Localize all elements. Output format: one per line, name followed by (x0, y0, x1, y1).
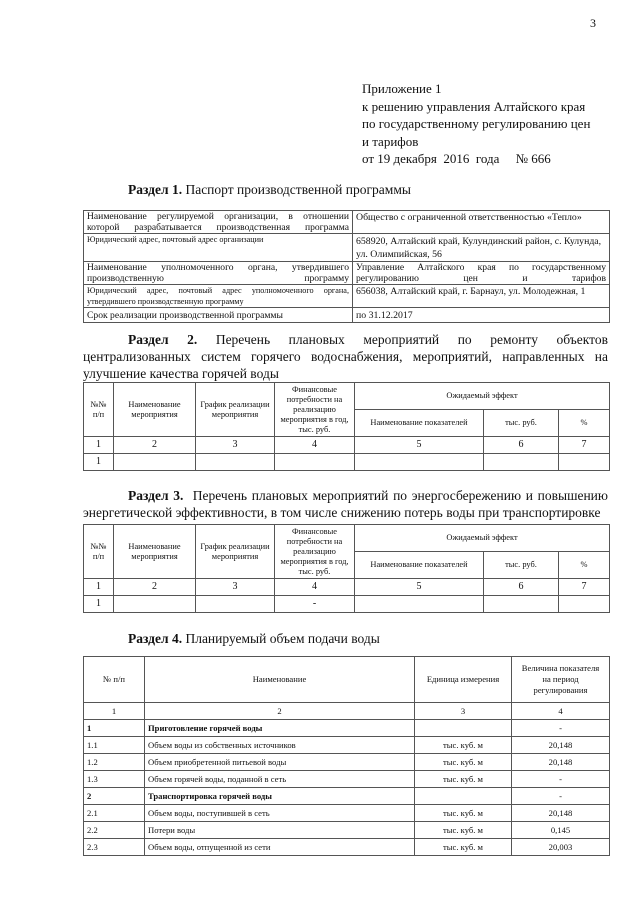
row-unit: тыс. куб. м (415, 822, 512, 839)
row-unit: тыс. куб. м (415, 771, 512, 788)
col-header-name: Наименование (145, 657, 415, 703)
row-unit (415, 720, 512, 737)
col-header-pct: % (559, 410, 610, 437)
section3-heading (83, 487, 612, 521)
table-row (84, 754, 610, 771)
col-number: 1 (84, 703, 145, 720)
table-row (84, 822, 610, 839)
row-num: 2.1 (84, 805, 145, 822)
col-header-value: Величина показателя на период регулирования (512, 657, 610, 703)
passport-key: Юридический адрес, почтовый адрес уполномоченного органа, утвердившего производственную программу (84, 285, 353, 308)
col-number: 4 (512, 703, 610, 720)
page-number: 3 (590, 16, 596, 30)
col-number: 4 (275, 437, 355, 454)
appendix-line: по государственному регулированию цен (362, 116, 591, 131)
passport-value: 656038, Алтайский край, г. Барнаул, ул. Молодежная, 1 (353, 285, 610, 308)
appendix-line: от 19 декабря 2016 года № 666 (362, 151, 551, 166)
row-name: Объем приобретенной питьевой воды (145, 754, 415, 771)
appendix-line: Приложение 1 (362, 81, 442, 96)
section4-heading (128, 630, 380, 647)
row-value: 20,003 (512, 839, 610, 856)
cell (559, 596, 610, 613)
row-value: 20,148 (512, 737, 610, 754)
passport-key: Юридический адрес, почтовый адрес организации (84, 234, 353, 262)
table-row (84, 596, 610, 613)
section3-label: Раздел 3. (128, 488, 184, 503)
col-number: 2 (114, 437, 196, 454)
cell (114, 596, 196, 613)
cell (196, 454, 275, 471)
col-number: 1 (84, 579, 114, 596)
row-unit (415, 788, 512, 805)
row-unit: тыс. куб. м (415, 754, 512, 771)
section1-heading (128, 181, 411, 198)
col-header-schedule: График реализации мероприятия (196, 525, 275, 579)
passport-key: Наименование регулируемой организации, в отношении которой разрабатывается производственная программа (84, 211, 353, 234)
table-header-row (84, 383, 610, 410)
table-row (84, 285, 610, 308)
appendix-line: к решению управления Алтайского края (362, 98, 586, 114)
passport-key: Наименование уполномоченного органа, утвердившего производственную программу (84, 262, 353, 285)
col-number: 3 (196, 579, 275, 596)
col-number: 5 (355, 437, 484, 454)
col-header-schedule: График реализации мероприятия (196, 383, 275, 437)
table-header-row (84, 525, 610, 552)
row-unit: тыс. куб. м (415, 839, 512, 856)
row-unit: тыс. куб. м (415, 737, 512, 754)
col-number: 7 (559, 579, 610, 596)
table-row (84, 720, 610, 737)
appendix-header (362, 80, 590, 168)
cell (355, 596, 484, 613)
col-number: 2 (145, 703, 415, 720)
col-number: 3 (196, 437, 275, 454)
col-number: 3 (415, 703, 512, 720)
cell: 1 (84, 454, 114, 471)
col-number: 6 (484, 437, 559, 454)
passport-value: 658920, Алтайский край, Кулундинский район, с. Кулунда, ул. Олимпийская, 56 (353, 234, 610, 262)
col-header-effect: Ожидаемый эффект (355, 525, 610, 552)
appendix-line: и тарифов (362, 133, 419, 149)
col-header-rub: тыс. руб. (484, 410, 559, 437)
col-header-name: Наименование мероприятия (114, 383, 196, 437)
section3-title: Перечень плановых мероприятий по энергосбережению и повышению энергетической эффективности, в том числе снижению потерь воды при транспортировке (83, 488, 612, 520)
row-num: 1.2 (84, 754, 145, 771)
cell (275, 454, 355, 471)
row-num: 2.3 (84, 839, 145, 856)
row-name: Приготовление горячей воды (145, 720, 415, 737)
row-num: 2 (84, 788, 145, 805)
col-header-unit: Единица измерения (415, 657, 512, 703)
row-value: - (512, 771, 610, 788)
col-header-finance: Финансовые потребности на реализацию мероприятия в год, тыс. руб. (275, 383, 355, 437)
section1-title: Паспорт производственной программы (182, 182, 411, 197)
col-header-pct: % (559, 552, 610, 579)
cell (114, 454, 196, 471)
col-header-num: №№ п/п (84, 383, 114, 437)
passport-table (83, 210, 610, 323)
col-header-name: Наименование мероприятия (114, 525, 196, 579)
row-name: Объем воды, отпущенной из сети (145, 839, 415, 856)
column-numbers-row (84, 703, 610, 720)
table-row (84, 805, 610, 822)
row-num: 2.2 (84, 822, 145, 839)
table-row (84, 308, 610, 323)
table-header-row (84, 657, 610, 703)
section4-title: Планируемый объем подачи воды (182, 631, 380, 646)
col-number: 2 (114, 579, 196, 596)
row-num: 1.3 (84, 771, 145, 788)
cell (196, 596, 275, 613)
row-value: - (512, 720, 610, 737)
col-number: 4 (275, 579, 355, 596)
row-num: 1.1 (84, 737, 145, 754)
repair-measures-table (83, 382, 610, 471)
col-header-indicators: Наименование показателей (355, 410, 484, 437)
section4-label: Раздел 4. (128, 631, 183, 646)
col-header-num: № п/п (84, 657, 145, 703)
section2-label: Раздел 2. (128, 332, 198, 347)
col-header-num: №№ п/п (84, 525, 114, 579)
table-row (84, 737, 610, 754)
col-header-effect: Ожидаемый эффект (355, 383, 610, 410)
col-number: 6 (484, 579, 559, 596)
row-name: Объем воды, поступившей в сеть (145, 805, 415, 822)
table-row (84, 788, 610, 805)
table-row (84, 234, 610, 262)
table-row (84, 771, 610, 788)
row-name: Потери воды (145, 822, 415, 839)
row-value: 0,145 (512, 822, 610, 839)
row-unit: тыс. куб. м (415, 805, 512, 822)
passport-value: Управление Алтайского края по государственному регулированию цен и тарифов (353, 262, 610, 285)
row-name: Объем горячей воды, поданной в сеть (145, 771, 415, 788)
table-row (84, 839, 610, 856)
passport-key: Срок реализации производственной программы (84, 308, 353, 323)
col-header-indicators: Наименование показателей (355, 552, 484, 579)
cell (484, 454, 559, 471)
section2-title: Перечень плановых мероприятий по ремонту объектов централизованных систем горячего водоснабжения, мероприятий, направленных на улучшение качества горячей воды (83, 332, 608, 381)
cell (484, 596, 559, 613)
row-value: - (512, 788, 610, 805)
section2-heading (83, 331, 608, 382)
col-number: 7 (559, 437, 610, 454)
col-header-rub: тыс. руб. (484, 552, 559, 579)
table-row (84, 211, 610, 234)
passport-value: Общество с ограниченной ответственностью «Тепло» (353, 211, 610, 234)
cell: - (275, 596, 355, 613)
row-name: Транспортировка горячей воды (145, 788, 415, 805)
table-row (84, 454, 610, 471)
passport-value: по 31.12.2017 (353, 308, 610, 323)
row-value: 20,148 (512, 805, 610, 822)
table-row (84, 262, 610, 285)
col-number: 5 (355, 579, 484, 596)
section1-label: Раздел 1. (128, 182, 183, 197)
energy-saving-table (83, 524, 610, 613)
col-header-finance: Финансовые потребности на реализацию мероприятия в год, тыс. руб. (275, 525, 355, 579)
column-numbers-row (84, 579, 610, 596)
cell: 1 (84, 596, 114, 613)
row-value: 20,148 (512, 754, 610, 771)
cell (355, 454, 484, 471)
water-supply-table (83, 656, 610, 856)
col-number: 1 (84, 437, 114, 454)
row-name: Объем воды из собственных источников (145, 737, 415, 754)
row-num: 1 (84, 720, 145, 737)
cell (559, 454, 610, 471)
column-numbers-row (84, 437, 610, 454)
